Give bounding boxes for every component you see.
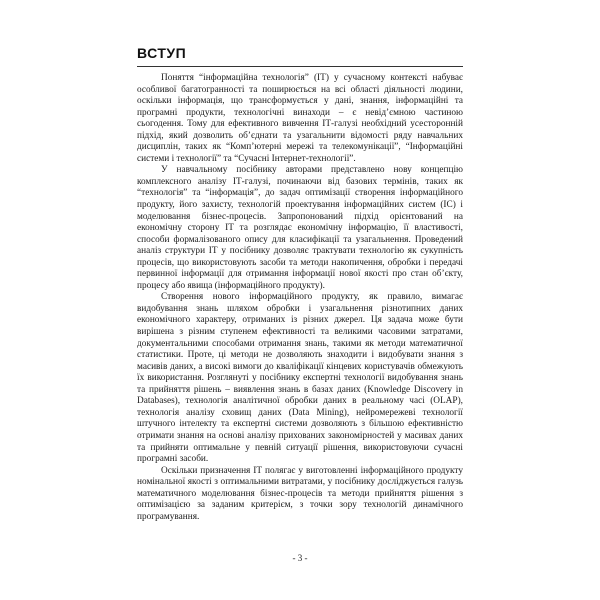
body-text [137,73,463,523]
heading-underline [137,66,463,67]
paragraph-2: У навчальному посібнику авторами представлено нову концепцію комплексного аналізу ІТ-галузі, починаючи від базових термінів, таких як “технологія” та “інформація”, до задач оптимізації створення інформаційного продукту, його захисту, технологій проектування інформаційних систем (ІС) і моделювання бізнес-процесів. Запропонований підхід орієнтований на економічну сторону ІТ та розглядає економічну інформацію, її властивості, способи формалізованого опису для класифікації та узагальнення. Проведений аналіз структури ІТ у посібнику дозволяє трактувати технологію як сукупність процесів, що використовують засоби та методи накопичення, обробки і передачі первинної інформації для отримання інформації нової якості про стан об’єкту, процесу або явища (інформаційного продукту). [137,165,463,291]
page-number: - 3 - [292,553,308,563]
section-heading: ВСТУП [137,45,187,61]
paragraph-1: Поняття “інформаційна технологія” (ІТ) у сучасному контексті набуває особливої багатогранності та поширюється на всі області діяльності людини, оскільки інформація, що трансформується у дані, знання, інформаційні та програмні продукти, технологічні винаходи – є невід’ємною частиною сьогодення. Тому для ефективного вивчення ІТ-галузі необхідний усесторонній підхід, який дозволить об’єднати та узагальнити відомості ряду навчальних дисциплін, таких як “Комп’ютерні мережі та телекомунікації”, “Інформаційні системи і технології” та “Сучасні Інтернет-технології”. [137,73,463,164]
paragraph-3: Створення нового інформаційного продукту, як правило, вимагає видобування знань шляхом обробки і узагальнення різнотипних даних економічного характеру, отриманих із різних джерел. Ця задача може бути вирішена з різним ступенем ефективності та великими часовими затратами, документальними способами отримання знань, такими як методи математичної статистики. Проте, ці методи не дозволяють знаходити і видобувати знання з масивів даних, а високі вимоги до кваліфікації кінцевих користувачів обмежують їх використання. Розглянуті у посібнику експертні технології видобування знань та прийняття рішень – виявлення знань в базах даних (Knowledge Discovery in Databases), технологія аналітичної обробки даних в реальному часі (OLAP), технологія аналізу сховищ даних (Data Mining), нейромережеві технології штучного інтелекту та експертні системи дозволяють з більшою ефективністю отримати знання на основі аналізу прихованих закономірностей у масивах даних та прийняти оптимальне у певній ситуації рішення, використовуючи сучасні програмні засоби. [137,292,463,465]
paragraph-4: Оскільки призначення ІТ полягає у виготовленні інформаційного продукту номінальної якості з оптимальними витратами, у посібнику досліджується галузь математичного моделювання бізнес-процесів та методи прийняття рішення з оптимізацією за заданим критерієм, з точки зору технологій динамічного програмування. [137,465,463,522]
